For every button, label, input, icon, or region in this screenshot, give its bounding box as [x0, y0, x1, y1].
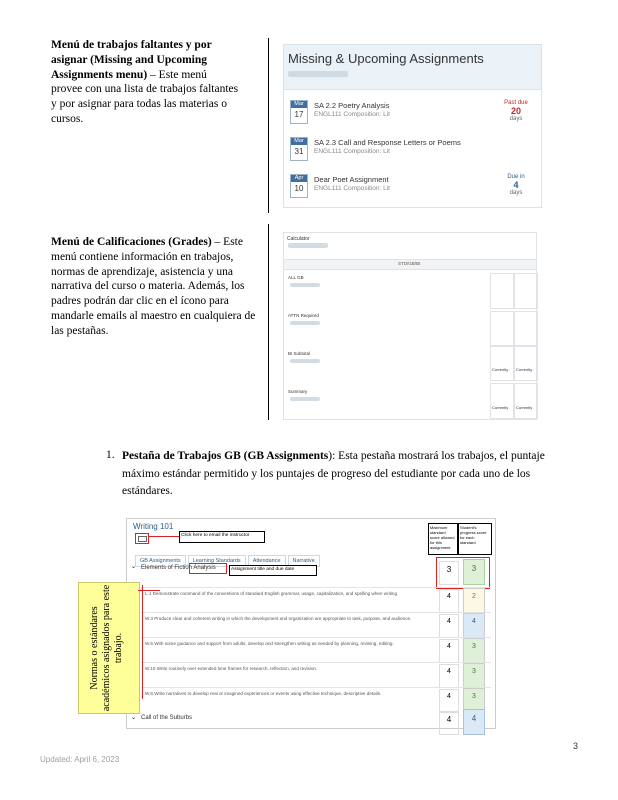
- gb-tab-description: [122, 448, 552, 501]
- due-status: Past due 20 days: [504, 100, 528, 122]
- grades-panel: [283, 232, 537, 420]
- panel-header: [284, 45, 541, 90]
- grade-row: [284, 311, 536, 347]
- grade-col-label: Currently: [516, 405, 533, 410]
- missing-upcoming-panel: [283, 44, 542, 208]
- grades-header: Calculator: [287, 236, 310, 242]
- standard-text: W.6 Write narratives to develop real or imagined experiences or events using effective technique, descriptive details.: [145, 691, 382, 696]
- assignment-item[interactable]: [284, 100, 541, 136]
- standard-text: W.10 Write routinely over extended time frames for research, reflection, and revision.: [145, 666, 318, 671]
- blurred-text: [290, 283, 320, 287]
- grade-row-label: ALL GB: [288, 275, 304, 280]
- callout-assignment: Assignment title and due date: [229, 565, 317, 576]
- blurred-text: [290, 397, 320, 401]
- standard-row: [141, 612, 491, 637]
- blurred-student-name: [288, 71, 348, 77]
- collapse-chevron-icon[interactable]: ⌄: [131, 715, 137, 721]
- gb-tab-body: ): Esta pestaña mostrará los trabajos, el puntaje máximo estándar permitido y los puntajes de progreso del estudiante por cada uno de los estándares.: [122, 450, 545, 497]
- column-divider: [268, 38, 269, 213]
- item-number: 1.: [106, 449, 115, 461]
- blurred-text: [290, 321, 320, 325]
- progress-score: 3: [463, 638, 485, 664]
- next-assignment-title[interactable]: Call of the Suburbs: [141, 715, 193, 721]
- assignment-course: ENGL111 Composition: Lit: [314, 111, 390, 118]
- grade-cell: [514, 273, 538, 309]
- blurred-text: [290, 359, 320, 363]
- progress-score: 3: [463, 663, 485, 689]
- grade-cell: [490, 345, 514, 381]
- tab-narrative[interactable]: Narrative: [288, 555, 320, 567]
- tab-gb-assignments[interactable]: GB Assignments: [135, 555, 186, 567]
- max-score: 4: [439, 639, 459, 663]
- grade-cell: [514, 345, 538, 381]
- expand-chevron-icon[interactable]: ⌄: [131, 564, 137, 570]
- grades-col-header: [284, 259, 536, 270]
- callout-max-score: Maximum standard score allowed for this assignment: [428, 523, 458, 555]
- assignment-name[interactable]: Dear Poet Assignment: [314, 175, 389, 184]
- standard-row: [141, 662, 491, 687]
- grades-col-header-label: STD/GB/BI: [398, 261, 421, 266]
- grade-cell: [514, 311, 538, 347]
- bottom-max-score: 4: [439, 711, 459, 735]
- standard-row: [141, 587, 491, 612]
- updated-date: Updated: April 6, 2023: [40, 755, 120, 764]
- max-score: 4: [439, 614, 459, 638]
- panel-title: Missing & Upcoming Assignments: [288, 51, 484, 66]
- callout-email: Click here to email the instructor: [179, 531, 265, 543]
- calendar-icon: Apr 10: [290, 174, 308, 198]
- progress-score: 3: [463, 688, 485, 714]
- arrow-line: [149, 536, 179, 537]
- grade-cell: [514, 383, 538, 419]
- assignment-title[interactable]: Elements of Fiction Analysis: [141, 565, 216, 571]
- grade-col-label: Currently: [516, 367, 533, 372]
- grades-description: [51, 235, 261, 339]
- grade-cell: [490, 273, 514, 309]
- assignment-title-highlight: [189, 563, 227, 574]
- note-bracket: [142, 585, 143, 699]
- assignment-course: ENGL111 Composition: Lit: [314, 148, 390, 155]
- standard-row: [141, 637, 491, 662]
- header-progress-score: 3: [463, 559, 485, 585]
- column-divider-2: [268, 224, 269, 420]
- gb-tab-title: Pestaña de Trabajos GB (GB Assignments: [122, 450, 329, 462]
- standard-text: W.3 Produce clear and coherent writing in which the development and organization are appropriate to task, purpose, and audience.: [145, 616, 412, 621]
- grades-description-title: Menú de Calificaciones (Grades): [51, 236, 212, 248]
- blurred-course: [288, 243, 328, 248]
- missing-description-body: – Este menú provee con una lista de trabajos faltantes y por asignar para todas las materias o cursos.: [51, 68, 239, 125]
- grade-row-label: Summary: [288, 389, 308, 394]
- grade-row-label: ATTN Required: [288, 313, 319, 318]
- calendar-icon: Mar 31: [290, 137, 308, 161]
- missing-description: [51, 38, 241, 127]
- calendar-icon: Mar 17: [290, 100, 308, 124]
- grade-col-label: Currently: [492, 367, 509, 372]
- standard-row: [141, 687, 491, 712]
- assignment-item[interactable]: [284, 137, 541, 173]
- gb-assignments-panel: [126, 518, 496, 729]
- max-score: 4: [439, 664, 459, 688]
- page-number: 3: [573, 741, 579, 751]
- grade-col-label: Currently: [492, 405, 509, 410]
- due-status: Due in 4 days: [507, 174, 525, 196]
- callout-progress: Student's progress score for each standard: [458, 523, 492, 555]
- max-score: 4: [439, 589, 459, 613]
- tab-learning-standards[interactable]: Learning Standards: [188, 555, 246, 567]
- course-title: Writing 101: [133, 522, 174, 531]
- grade-cell: [490, 383, 514, 419]
- standards-note: [78, 582, 140, 714]
- missing-description-title: Menú de trabajos faltantes y por asignar (Missing and Upcoming Assignments menu): [51, 39, 212, 81]
- score-highlight: [436, 557, 490, 589]
- max-score: 4: [439, 689, 459, 713]
- standard-text: L.1 Demonstrate command of the conventions of standard English grammar, usage, capitalization, and spelling when writing.: [145, 591, 399, 596]
- assignment-item[interactable]: [284, 174, 541, 210]
- assignment-course: ENGL111 Composition: Lit: [314, 185, 390, 192]
- grades-description-body: – Este menú contiene información en trabajos, normas de aprendizaje, asistencia y una narrativa del curso o materia. Además, los padres podrán dar clic en el ícono para mandarle emails al maestro en cualquiera de las pestañas.: [51, 236, 256, 337]
- grade-row-label: BI Subtotal: [288, 351, 311, 356]
- header-max-score: 3: [439, 561, 459, 585]
- grade-row: [284, 273, 536, 309]
- tab-attendance[interactable]: Attendance: [248, 555, 286, 567]
- assignment-name[interactable]: SA 2.2 Poetry Analysis: [314, 101, 390, 110]
- standard-text: W.5 With some guidance and support from adults, develop and strengthen writing as needed by planning, revising, editing.: [145, 641, 394, 646]
- email-teacher-icon[interactable]: [135, 533, 149, 544]
- grade-cell: [490, 311, 514, 347]
- progress-score: 4: [463, 613, 485, 639]
- standards-note-text: Normas o estándares académicos asignados para este trabajo.: [89, 584, 124, 712]
- assignment-name[interactable]: SA 2.3 Call and Response Letters or Poems: [314, 138, 461, 147]
- progress-score: 2: [463, 588, 485, 614]
- bottom-progress-score: 4: [463, 709, 485, 735]
